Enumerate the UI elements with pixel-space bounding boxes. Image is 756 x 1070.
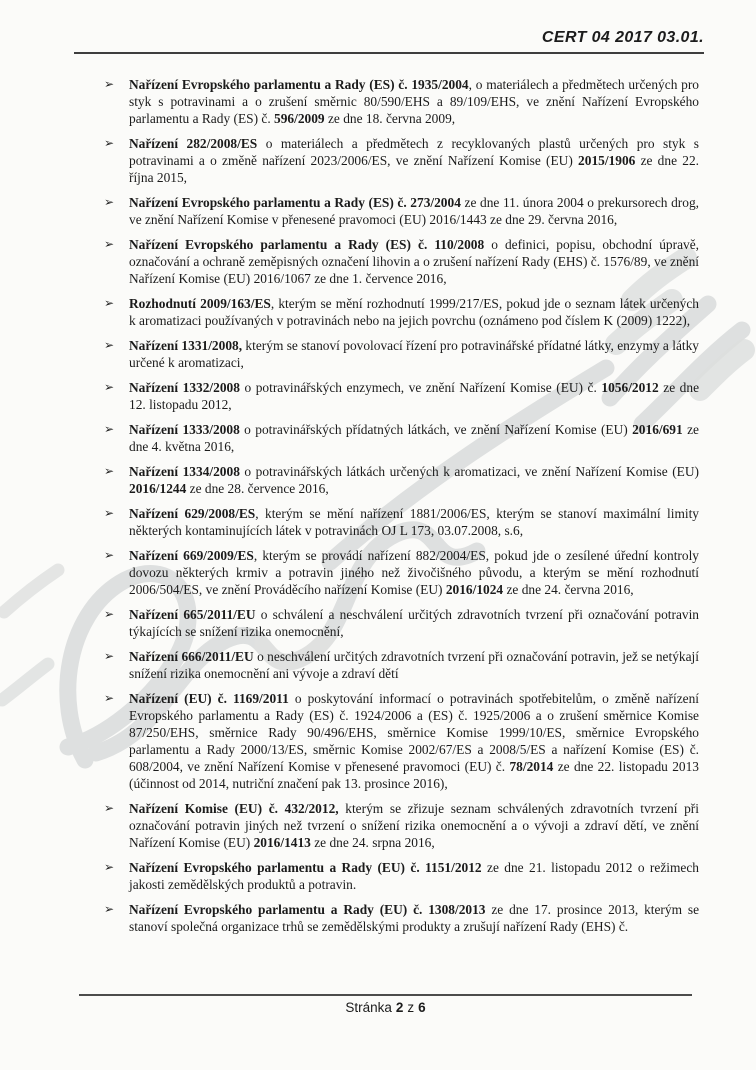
arrow-bullet-icon: ➢ xyxy=(104,380,115,394)
list-item xyxy=(104,901,700,935)
arrow-bullet-icon: ➢ xyxy=(104,195,115,209)
arrow-bullet-icon: ➢ xyxy=(104,607,115,621)
list-item-text: Nařízení (EU) č. 1169/2011 o poskytování informací o potravinách spotřebitelům, o změně nařízení Evropského parlamentu a Rady (ES) č. 1924/2006 a (ES) č. 1925/2006 a o zrušení směrnice Komise 87/250/EHS, směrnice Rady 90/496/EHS, směrnice Komise 1999/10/ES, směrnice Evropského parlamentu a Rady 2000/13/ES, směrnic Komise 2002/67/ES a 2008/5/ES a nařízení Komise (ES) č. 608/2004, ve znění Nařízení Komise v přenesené pravomoci (EU) č. 78/2014 ze dne 22. listopadu 2013 (účinnost od 2014, nutriční značení pak 13. prosince 2016), xyxy=(129,691,699,791)
list-item-text: Nařízení 666/2011/EU o neschválení určitých zdravotních tvrzení při označování potravin, jež se netýkají snížení rizika onemocnění ani vývoje a zdraví dětí xyxy=(129,649,699,681)
list-item-text: Nařízení 665/2011/EU o schválení a neschválení určitých zdravotních tvrzení při označování potravin týkajících se snížení rizika onemocnění, xyxy=(129,607,699,639)
footer-page-number: 2 xyxy=(395,1000,404,1015)
list-item xyxy=(104,337,699,371)
list-item-text: Nařízení 1331/2008, kterým se stanoví povolovací řízení pro potravinářské přídatné látky, enzymy a látky určené k aromatizaci, xyxy=(129,338,699,370)
footer-page-label: Stránka xyxy=(345,1000,392,1015)
arrow-bullet-icon: ➢ xyxy=(104,860,115,874)
list-item xyxy=(104,606,699,640)
list-item-text: Nařízení Evropského parlamentu a Rady (ES) č. 1935/2004, o materiálech a předmětech určených pro styk s potravinami a o zrušení směrnic 80/590/EHS a 89/109/EHS, ve znění Nařízení Evropského parlamentu a Rady (ES) č. 596/2009 ze dne 18. června 2009, xyxy=(129,77,699,126)
list-item-text: Nařízení 1334/2008 o potravinářských látkách určených k aromatizaci, ve znění Nařízení Komise (EU) 2016/1244 ze dne 28. července 2016, xyxy=(129,464,699,496)
page-header xyxy=(74,29,704,54)
list-item-text: Nařízení 282/2008/ES o materiálech a předmětech z recyklovaných plastů určených pro styk s potravinami a o změně nařízení 2023/2006/ES, ve znění Nařízení Komise (EU) 2015/1906 ze dne 22. října 2015, xyxy=(129,136,699,185)
footer-total-pages: 6 xyxy=(418,1000,426,1015)
arrow-bullet-icon: ➢ xyxy=(104,237,115,251)
footer-of-word: z xyxy=(407,1000,415,1015)
arrow-bullet-icon: ➢ xyxy=(104,136,115,150)
list-item-text: Nařízení Evropského parlamentu a Rady (ES) č. 110/2008 o definici, popisu, obchodní úpravě, označování a ochraně zeměpisných označení lihovin a o zrušení nařízení Rady (EHS) č. 1576/89, ve znění Nařízení Komise (EU) 2016/1067 ze dne 1. července 2016, xyxy=(129,237,700,286)
list-item xyxy=(104,135,699,186)
arrow-bullet-icon: ➢ xyxy=(104,77,115,91)
arrow-bullet-icon: ➢ xyxy=(104,548,115,562)
list-item xyxy=(104,690,699,792)
list-item xyxy=(104,463,699,497)
list-item xyxy=(104,236,700,287)
list-item-text: Nařízení 629/2008/ES, kterým se mění nařízení 1881/2006/ES, kterým se stanoví maximální limity některých kontaminujících látek v potravinách OJ L 173, 03.07.2008, s.6, xyxy=(129,506,699,538)
arrow-bullet-icon: ➢ xyxy=(104,464,115,478)
list-item-text: Nařízení 1332/2008 o potravinářských enzymech, ve znění Nařízení Komise (EU) č. 1056/2012 ze dne 12. listopadu 2012, xyxy=(129,380,700,412)
list-item-text: Nařízení Evropského parlamentu a Rady (EU) č. 1151/2012 ze dne 21. listopadu 2012 o režimech jakosti zemědělských produktů a potravin. xyxy=(129,860,699,892)
list-item xyxy=(104,859,699,893)
list-item-text: Nařízení Evropského parlamentu a Rady (EU) č. 1308/2013 ze dne 17. prosince 2013, kterým se stanoví společná organizace trhů se zemědělskými produkty a zrušují nařízení Rady (EHS) č. xyxy=(129,902,700,934)
arrow-bullet-icon: ➢ xyxy=(104,422,115,436)
page-footer xyxy=(79,994,692,1015)
arrow-bullet-icon: ➢ xyxy=(104,902,115,916)
arrow-bullet-icon: ➢ xyxy=(104,338,115,352)
list-item xyxy=(104,800,699,851)
arrow-bullet-icon: ➢ xyxy=(104,691,115,705)
list-item-text: Nařízení Evropského parlamentu a Rady (ES) č. 273/2004 ze dne 11. února 2004 o prekursorech drog, ve znění Nařízení Komise v přenesené pravomoci (EU) 2016/1443 ze dne 29. června 2016, xyxy=(129,195,699,227)
list-item xyxy=(104,76,699,127)
list-item xyxy=(104,547,699,598)
arrow-bullet-icon: ➢ xyxy=(104,296,115,310)
arrow-bullet-icon: ➢ xyxy=(104,801,115,815)
document-code: CERT 04 2017 03.01. xyxy=(541,29,704,46)
list-item xyxy=(104,648,699,682)
list-item-text: Nařízení Komise (EU) č. 432/2012, kterým se zřizuje seznam schválených zdravotních tvrzení při označování potravin jiných než tvrzení o snížení rizika onemocnění a o vývoji a zdraví dětí, ve znění Nařízení Komise (EU) 2016/1413 ze dne 24. srpna 2016, xyxy=(129,801,699,850)
list-item-text: Nařízení 669/2009/ES, kterým se provádí nařízení 882/2004/ES, pokud jde o zesílené úřední kontroly dovozu některých krmiv a potravin jiného než živočišného původu, a kterým se mění rozhodnutí 2006/504/ES, ve znění Prováděcího nařízení Komise (EU) 2016/1024 ze dne 24. června 2016, xyxy=(129,548,699,597)
arrow-bullet-icon: ➢ xyxy=(104,649,115,663)
list-item-text: Rozhodnutí 2009/163/ES, kterým se mění rozhodnutí 1999/217/ES, pokud jde o seznam látek určených k aromatizaci používaných v potravinách nebo na jejich povrchu (oznámeno pod číslem K (2009) 1222), xyxy=(129,296,700,328)
list-item-text: Nařízení 1333/2008 o potravinářských přídatných látkách, ve znění Nařízení Komise (EU) 2016/691 ze dne 4. května 2016, xyxy=(129,422,699,454)
list-item xyxy=(104,194,699,228)
list-item xyxy=(104,379,700,413)
list-item xyxy=(104,505,699,539)
list-item xyxy=(104,421,699,455)
list-item xyxy=(104,295,700,329)
arrow-bullet-icon: ➢ xyxy=(104,506,115,520)
regulation-list xyxy=(104,76,700,943)
